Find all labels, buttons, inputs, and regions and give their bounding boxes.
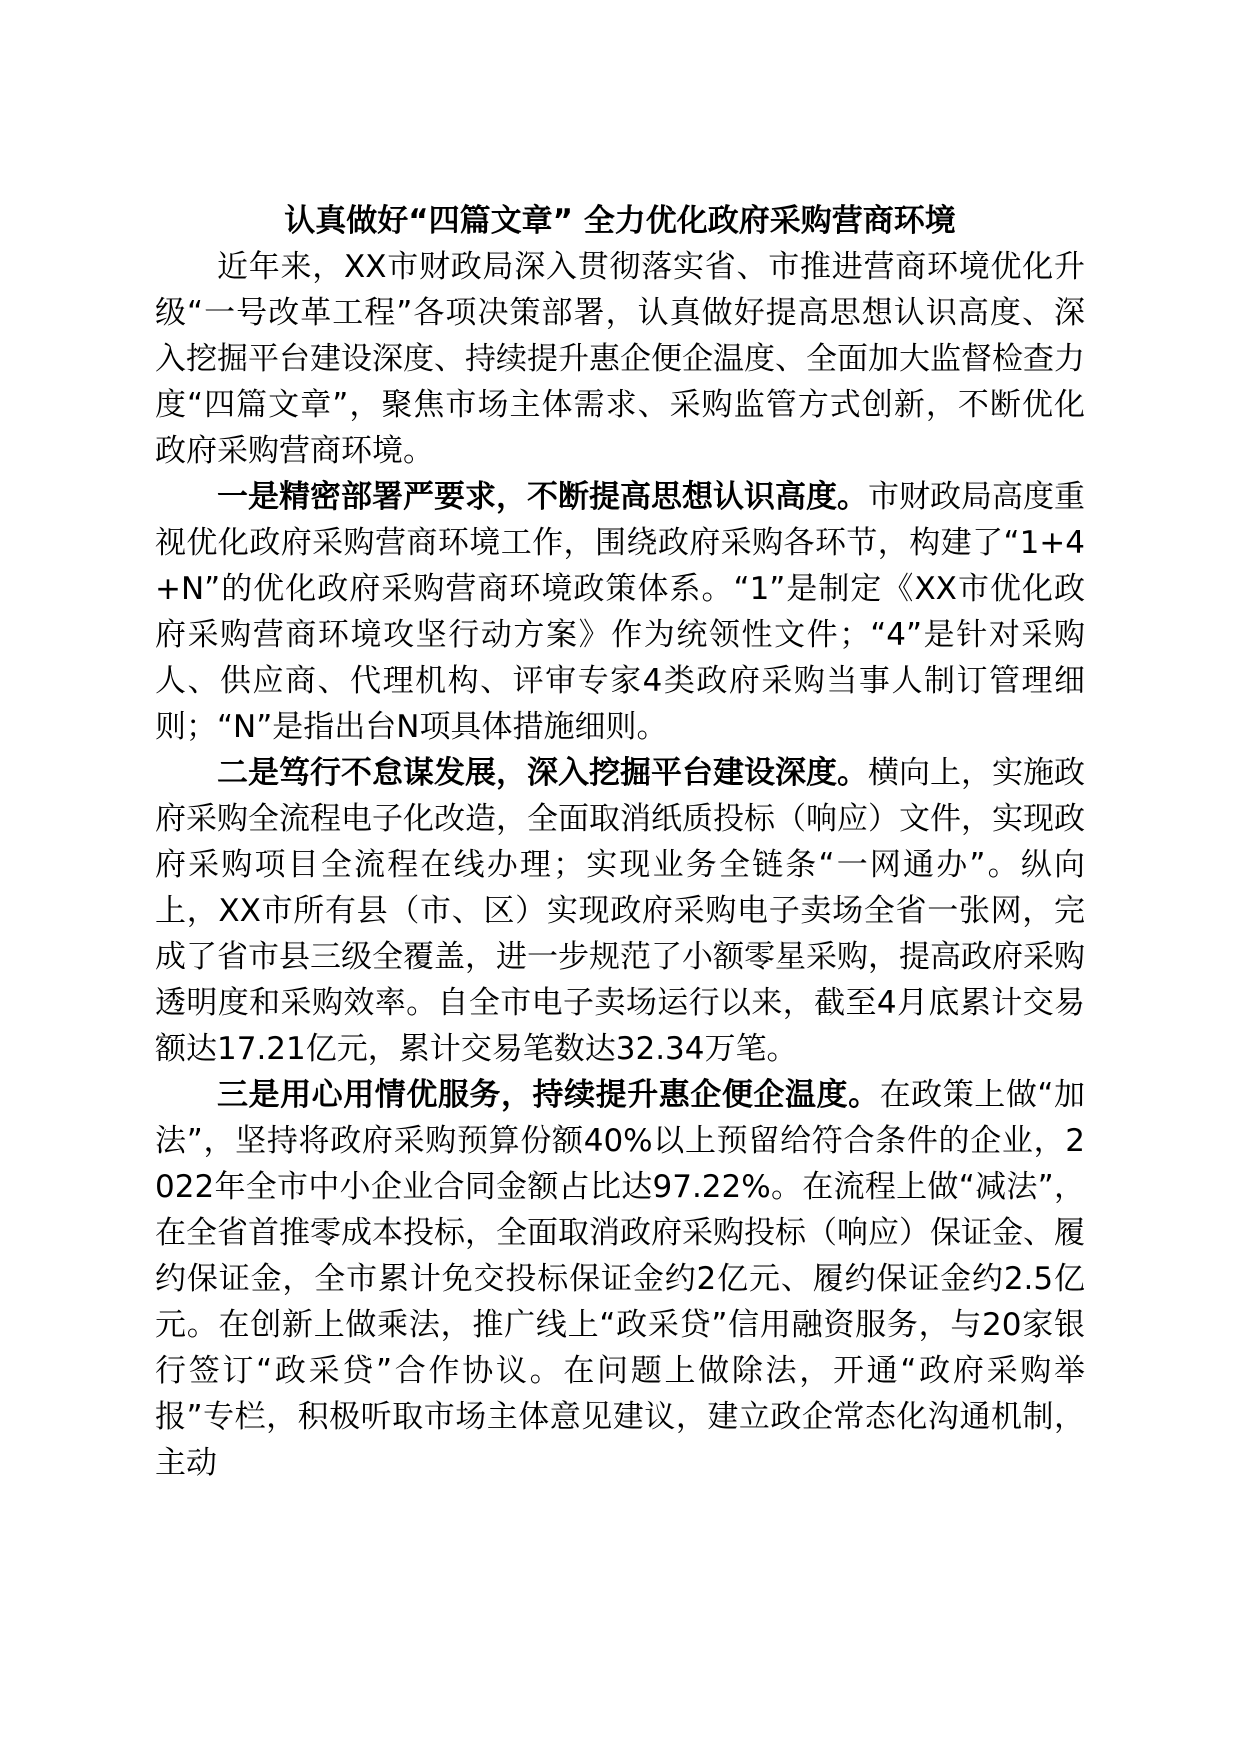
section-paragraph-1 <box>155 474 1085 750</box>
section-lead-1: 一是精密部署严要求，不断提高思想认识高度。 <box>217 479 868 515</box>
document-title: 认真做好“四篇文章” 全力优化政府采购营商环境 <box>284 203 956 239</box>
section-paragraph-2 <box>155 750 1085 1072</box>
section-body-2: 横向上，实施政府采购全流程电子化改造，全面取消纸质投标（响应）文件，实现政府采购项目全流程在线办理；实现业务全链条“一网通办”。纵向上，XX市所有县（市、区）实现政府采购电子卖场全省一张网，完成了省市县三级全覆盖，进一步规范了小额零星采购，提高政府采购透明度和采购效率。自全市电子卖场运行以来，截至4月底累计交易额达17.21亿元，累计交易笔数达32.34万笔。 <box>155 755 1085 1067</box>
section-lead-3: 三是用心用情优服务，持续提升惠企便企温度。 <box>217 1077 880 1113</box>
document-body <box>155 198 1085 1486</box>
section-paragraph-3 <box>155 1072 1085 1486</box>
intro-paragraph: 近年来，XX市财政局深入贯彻落实省、市推进营商环境优化升级“一号改革工程”各项决策部署，认真做好提高思想认识高度、深入挖掘平台建设深度、持续提升惠企便企温度、全面加大监督检查力度“四篇文章”，聚焦市场主体需求、采购监管方式创新，不断优化政府采购营商环境。 <box>155 249 1085 469</box>
section-lead-2: 二是笃行不怠谋发展，深入挖掘平台建设深度。 <box>217 755 868 791</box>
section-body-3: 在政策上做“加法”，坚持将政府采购预算份额40%以上预留给符合条件的企业，2022年全市中小企业合同金额占比达97.22%。在流程上做“减法”，在全省首推零成本投标，全面取消政府采购投标（响应）保证金、履约保证金，全市累计免交投标保证金约2亿元、履约保证金约2.5亿元。在创新上做乘法，推广线上“政采贷”信用融资服务，与20家银行签订“政采贷”合作协议。在问题上做除法，开通“政府采购举报”专栏，积极听取市场主体意见建议，建立政企常态化沟通机制，主动 <box>155 1077 1086 1481</box>
section-body-1: 市财政局高度重视优化政府采购营商环境工作，围绕政府采购各环节，构建了“1+4+N”的优化政府采购营商环境政策体系。“1”是制定《XX市优化政府采购营商环境攻坚行动方案》作为统领性文件；“4”是针对采购人、供应商、代理机构、评审专家4类政府采购当事人制订管理细则；“N”是指出台N项具体措施细则。 <box>155 479 1085 745</box>
